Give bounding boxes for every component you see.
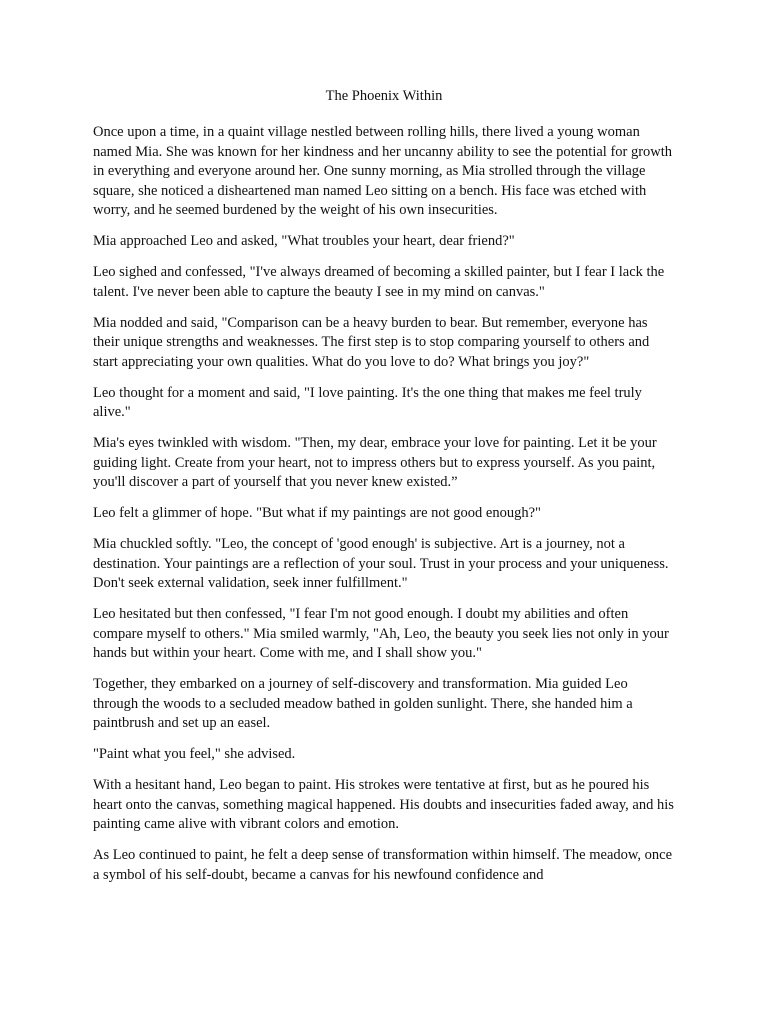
paragraph: Together, they embarked on a journey of self-discovery and transformation. Mia guided Leo through the woods to a secluded meadow bathed in golden sunlight. There, she handed him a paintbrush and set up an easel. bbox=[93, 676, 633, 731]
document-body bbox=[93, 123, 675, 897]
paragraph: As Leo continued to paint, he felt a deep sense of transformation within himself. The meadow, once a symbol of his self-doubt, became a canvas for his newfound confidence and bbox=[93, 847, 673, 883]
paragraph: Leo hesitated but then confessed, "I fear I'm not good enough. I doubt my abilities and often compare myself to others." Mia smiled warmly, "Ah, Leo, the beauty you seek lies not only in your hands but within your heart. Come with me, and I shall show you." bbox=[93, 606, 669, 661]
paragraph: Mia nodded and said, "Comparison can be a heavy burden to bear. But remember, everyone has their unique strengths and weaknesses. The first step is to stop comparing yourself to others and start appreciating your own qualities. What do you love to do? What brings you joy?" bbox=[93, 314, 650, 370]
paragraph: Once upon a time, in a quaint village nestled between rolling hills, there lived a young woman named Mia. She was known for her kindness and her uncanny ability to see the potential for growth in everything and everyone around her. One sunny morning, as Mia strolled through the village square, she noticed a disheartened man named Leo sitting on a bench. His face was etched with worry, and he seemed burdened by the weight of his own insecurities. bbox=[93, 124, 673, 218]
document-title: The Phoenix Within bbox=[325, 88, 443, 104]
paragraph: Mia chuckled softly. "Leo, the concept of 'good enough' is subjective. Art is a journey, not a destination. Your paintings are a reflection of your soul. Trust in your process and your uniqueness. Don't seek external validation, seek inner fulfillment." bbox=[93, 536, 669, 591]
paragraph: Mia's eyes twinkled with wisdom. "Then, my dear, embrace your love for painting. Let it be your guiding light. Create from your heart, not to impress others but to express yourself. As you paint, you'll discover a part of yourself that you never knew existed.” bbox=[93, 435, 657, 490]
paragraph: Mia approached Leo and asked, "What troubles your heart, dear friend?" bbox=[93, 233, 515, 249]
paragraph: Leo thought for a moment and said, "I love painting. It's the one thing that makes me feel truly alive." bbox=[93, 384, 642, 420]
paragraph: Leo felt a glimmer of hope. "But what if my paintings are not good enough?" bbox=[93, 505, 541, 521]
paragraph: Leo sighed and confessed, "I've always dreamed of becoming a skilled painter, but I fear I lack the talent. I've never been able to capture the beauty I see in my mind on canvas." bbox=[93, 264, 665, 300]
paragraph: "Paint what you feel," she advised. bbox=[93, 746, 296, 762]
paragraph: With a hesitant hand, Leo began to paint. His strokes were tentative at first, but as he poured his heart onto the canvas, something magical happened. His doubts and insecurities faded away, and his painting came alive with vibrant colors and emotion. bbox=[93, 777, 674, 832]
